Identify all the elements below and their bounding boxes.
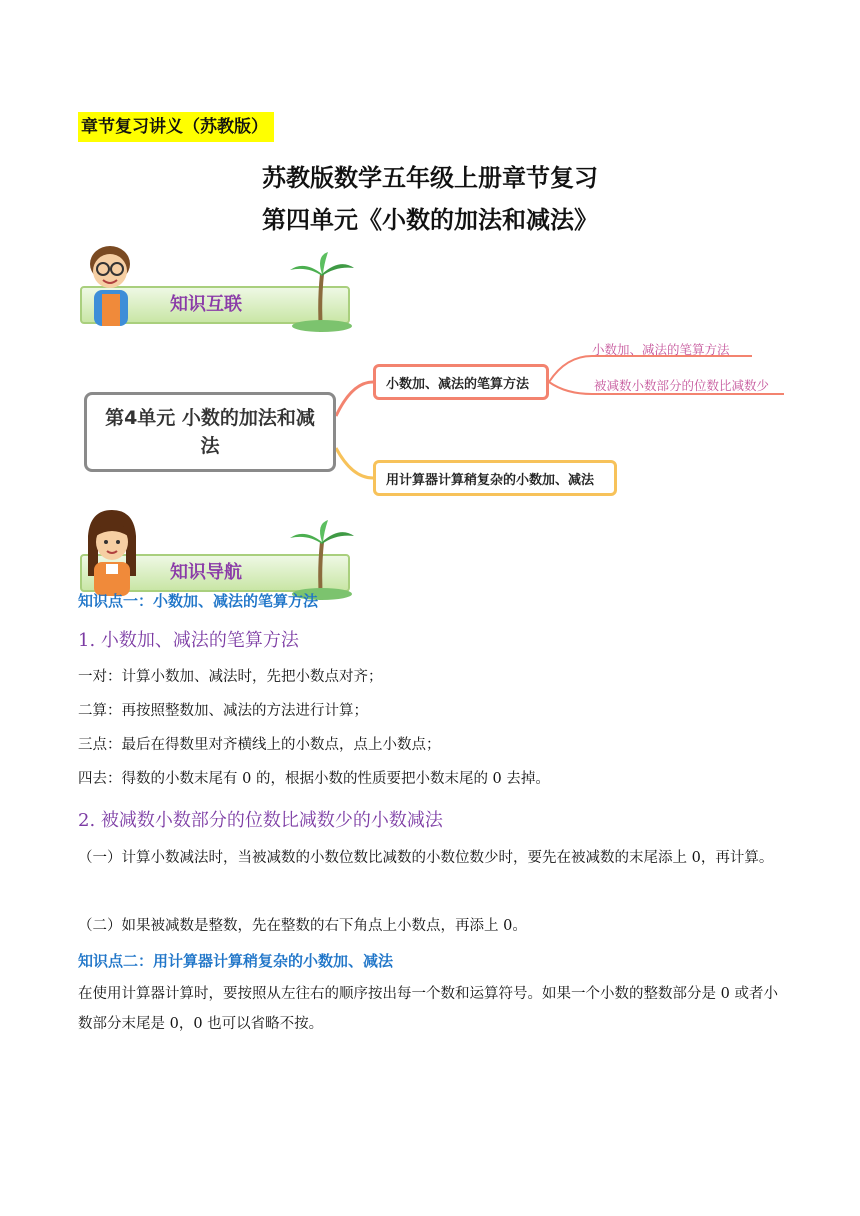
mind-map-root: 第4单元 小数的加法和减法: [84, 392, 336, 472]
paragraph: （一）计算小数减法时，当被减数的小数位数比减数的小数位数少时，要先在被减数的末尾添上 0，再计算。: [78, 850, 774, 866]
paragraph: （二）如果被减数是整数，先在整数的右下角点上小数点，再添上 0。: [78, 918, 527, 934]
mind-map-leaf: 被减数小数部分的位数比减数少: [594, 378, 770, 393]
page-title: 苏教版数学五年级上册章节复习: [262, 163, 598, 192]
subsection-2-heading: 2. 被减数小数部分的位数比减数少的小数减法: [78, 810, 443, 831]
rule-line: 一对：计算小数加、减法时，先把小数点对齐；: [78, 669, 383, 685]
rule-line: 二算：再按照整数加、减法的方法进行计算；: [78, 703, 368, 719]
knowledge-point-2-heading: 知识点二：用计算器计算稍复杂的小数加、减法: [78, 952, 394, 970]
rule-line: 四去：得数的小数末尾有 0 的，根据小数的性质要把小数末尾的 0 去掉。: [78, 771, 550, 787]
knowledge-link-banner: [78, 238, 358, 330]
girl-illustration: [78, 506, 148, 598]
rule-line: 三点：最后在得数里对齐横线上的小数点，点上小数点；: [78, 737, 441, 753]
chapter-tag: 章节复习讲义（苏教版）: [78, 112, 274, 142]
mind-map: [0, 336, 860, 506]
knowledge-nav-banner: [78, 506, 358, 598]
mind-map-leaf: 小数加、减法的笔算方法: [592, 342, 730, 357]
palm-tree-icon: [286, 252, 356, 332]
boy-illustration: [78, 238, 148, 330]
knowledge-nav-label: 知识导航: [170, 562, 242, 583]
palm-tree-icon: [286, 520, 356, 600]
paragraph: 在使用计算器计算时，要按照从左往右的顺序按出每一个数和运算符号。如果一个小数的整数部分是 0 或者小数部分末尾是 0，0 也可以省略不按。: [78, 986, 778, 1032]
subsection-1-heading: 1. 小数加、减法的笔算方法: [78, 630, 299, 651]
mind-map-branch-calculator: 用计算器计算稍复杂的小数加、减法: [373, 460, 617, 496]
knowledge-link-label: 知识互联: [170, 294, 242, 315]
knowledge-point-1-heading: 知识点一：小数加、减法的笔算方法: [78, 592, 319, 610]
unit-title: 第四单元《小数的加法和减法》: [262, 205, 598, 234]
mind-map-branch-written-calc: 小数加、减法的笔算方法: [373, 364, 549, 400]
